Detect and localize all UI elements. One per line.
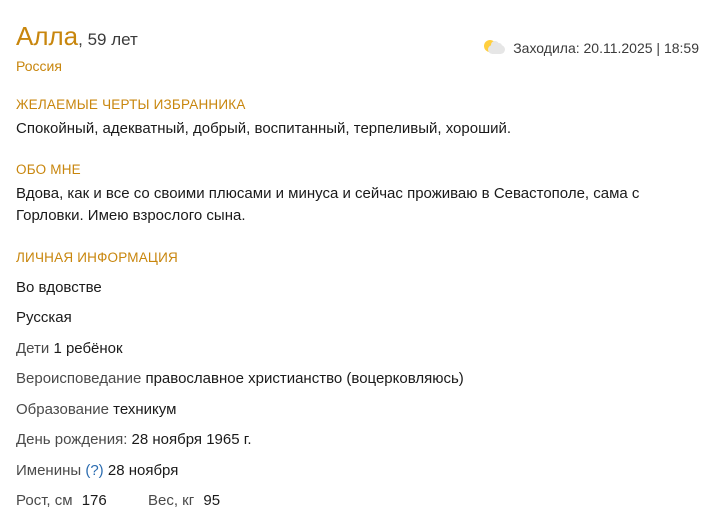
list-item [16,395,701,426]
about-me-title: ОБО МНЕ [16,162,81,178]
religion-label: Вероисповедание [16,370,142,388]
weight-value: 95 [203,492,221,509]
section-personal-info [16,250,701,509]
children-value: 1 ребёнок [53,339,123,357]
education-value: техникум [113,400,177,418]
list-item [16,334,701,365]
birthday-value: 28 ноября 1965 г. [131,431,252,449]
section-desired-traits [16,97,701,140]
personal-info-title: ЛИЧНАЯ ИНФОРМАЦИЯ [16,249,178,265]
list-item [16,364,701,395]
profile-header [16,22,701,74]
personal-info-list [16,273,701,509]
marital-status-value: Во вдовстве [16,278,102,296]
measurements-row [16,486,701,509]
desired-traits-title: ЖЕЛАЕМЫЕ ЧЕРТЫ ИЗБРАННИКА [16,96,246,112]
profile-country: Россия [16,57,62,74]
birthday-label: День рождения: [16,431,128,449]
last-seen-text: Заходила: 20.11.2025 | 18:59 [513,40,699,56]
nameday-label: Именины [16,461,82,479]
height-label: Рост, см [16,492,73,509]
profile-name: Алла [16,21,79,51]
profile-identity [16,22,138,74]
list-item [16,273,701,304]
education-label: Образование [16,400,109,418]
height-value: 176 [81,492,107,509]
list-item [16,456,701,487]
religion-value: православное христианство (воцерковляюсь) [145,370,464,388]
profile-age: , 59 лет [78,30,138,49]
last-seen-block [484,40,699,56]
section-about-me [16,162,701,227]
nationality-value: Русская [16,309,72,327]
height-cell [16,492,148,509]
name-line [16,22,138,51]
children-label: Дети [16,339,50,357]
desired-traits-text: Спокойный, адекватный, добрый, воспитанный, терпеливый, хороший. [16,119,512,137]
weight-cell [148,492,280,509]
list-item [16,303,701,334]
about-me-text: Вдова, как и все со своими плюсами и минуса и сейчас проживаю в Севастополе, сама с Горловки. Имею взрослого сына. [16,185,640,225]
weight-label: Вес, кг [148,492,195,509]
list-item [16,425,701,456]
nameday-value: 28 ноября [107,461,179,479]
nameday-help-link[interactable]: (?) [85,461,104,479]
sun-cloud-icon [484,40,506,56]
